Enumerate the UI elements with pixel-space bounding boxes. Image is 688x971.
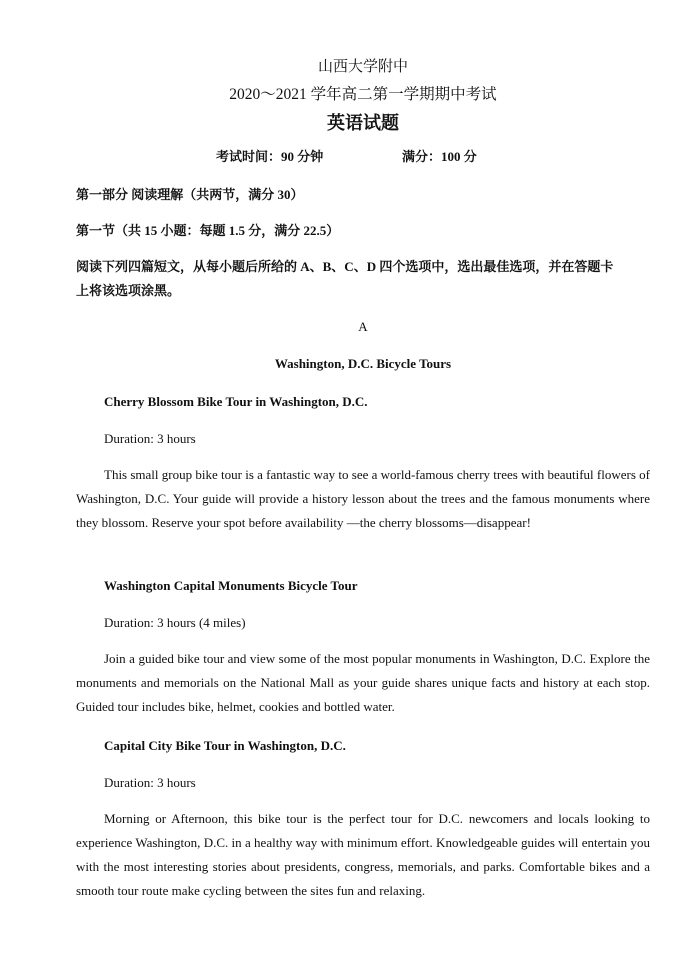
tour-1-duration: Duration: 3 hours bbox=[104, 431, 196, 446]
tour-2-name: Washington Capital Monuments Bicycle Tour bbox=[104, 578, 358, 593]
tour-1-text: This small group bike tour is a fantastic way to see a world-famous cherry trees with beautiful flowers of Washington, D.C. Your guide will provide a history lesson about the trees and the famous monuments where they blossom. Reserve your spot before availability —the cherry blossoms—disappear! bbox=[76, 467, 650, 530]
exam-score: 满分：100 分 bbox=[402, 149, 477, 164]
passage-label: A bbox=[358, 319, 368, 334]
tour-1-name: Cherry Blossom Bike Tour in Washington, D.C. bbox=[104, 394, 368, 409]
tour-2-duration: Duration: 3 hours (4 miles) bbox=[104, 615, 246, 630]
passage-title: Washington, D.C. Bicycle Tours bbox=[274, 356, 452, 371]
tour-2-text: Join a guided bike tour and view some of the most popular monuments in Washington, D.C. Explore the monuments and memorials on the National Mall as your guide shares unique facts and history at each stop. Guided tour includes bike, helmet, cookies and bottled water. bbox=[76, 651, 650, 714]
exam-time: 考试时间：90 分钟 bbox=[216, 149, 324, 164]
tour-3-name: Capital City Bike Tour in Washington, D.C. bbox=[104, 738, 346, 753]
exam-title: 2020～2021 学年高二第一学期期中考试 bbox=[229, 86, 497, 103]
instruction-line-1: 阅读下列四篇短文，从每小题后所给的 A、B、C、D 四个选项中，选出最佳选项，并在答题卡 bbox=[76, 259, 614, 274]
tour-3-duration: Duration: 3 hours bbox=[104, 775, 196, 790]
instruction-line-2: 上将该选项涂黑。 bbox=[76, 283, 181, 298]
subject-title: 英语试题 bbox=[327, 113, 399, 133]
school-name: 山西大学附中 bbox=[317, 59, 408, 75]
tour-3-text: Morning or Afternoon, this bike tour is the perfect tour for D.C. newcomers and locals looking to experience Washington, D.C. in a healthy way with minimum effort. Knowledgeable guides will entertain you with the most interesting stories about presidents, congress, memorials, and parks. Comfortable bikes and a smooth tour route make cycling between the sites fun and relaxing. bbox=[76, 811, 650, 898]
section-title: 第一节（共 15 小题：每题 1.5 分，满分 22.5） bbox=[76, 223, 340, 238]
part-title: 第一部分 阅读理解（共两节，满分 30） bbox=[76, 187, 304, 202]
